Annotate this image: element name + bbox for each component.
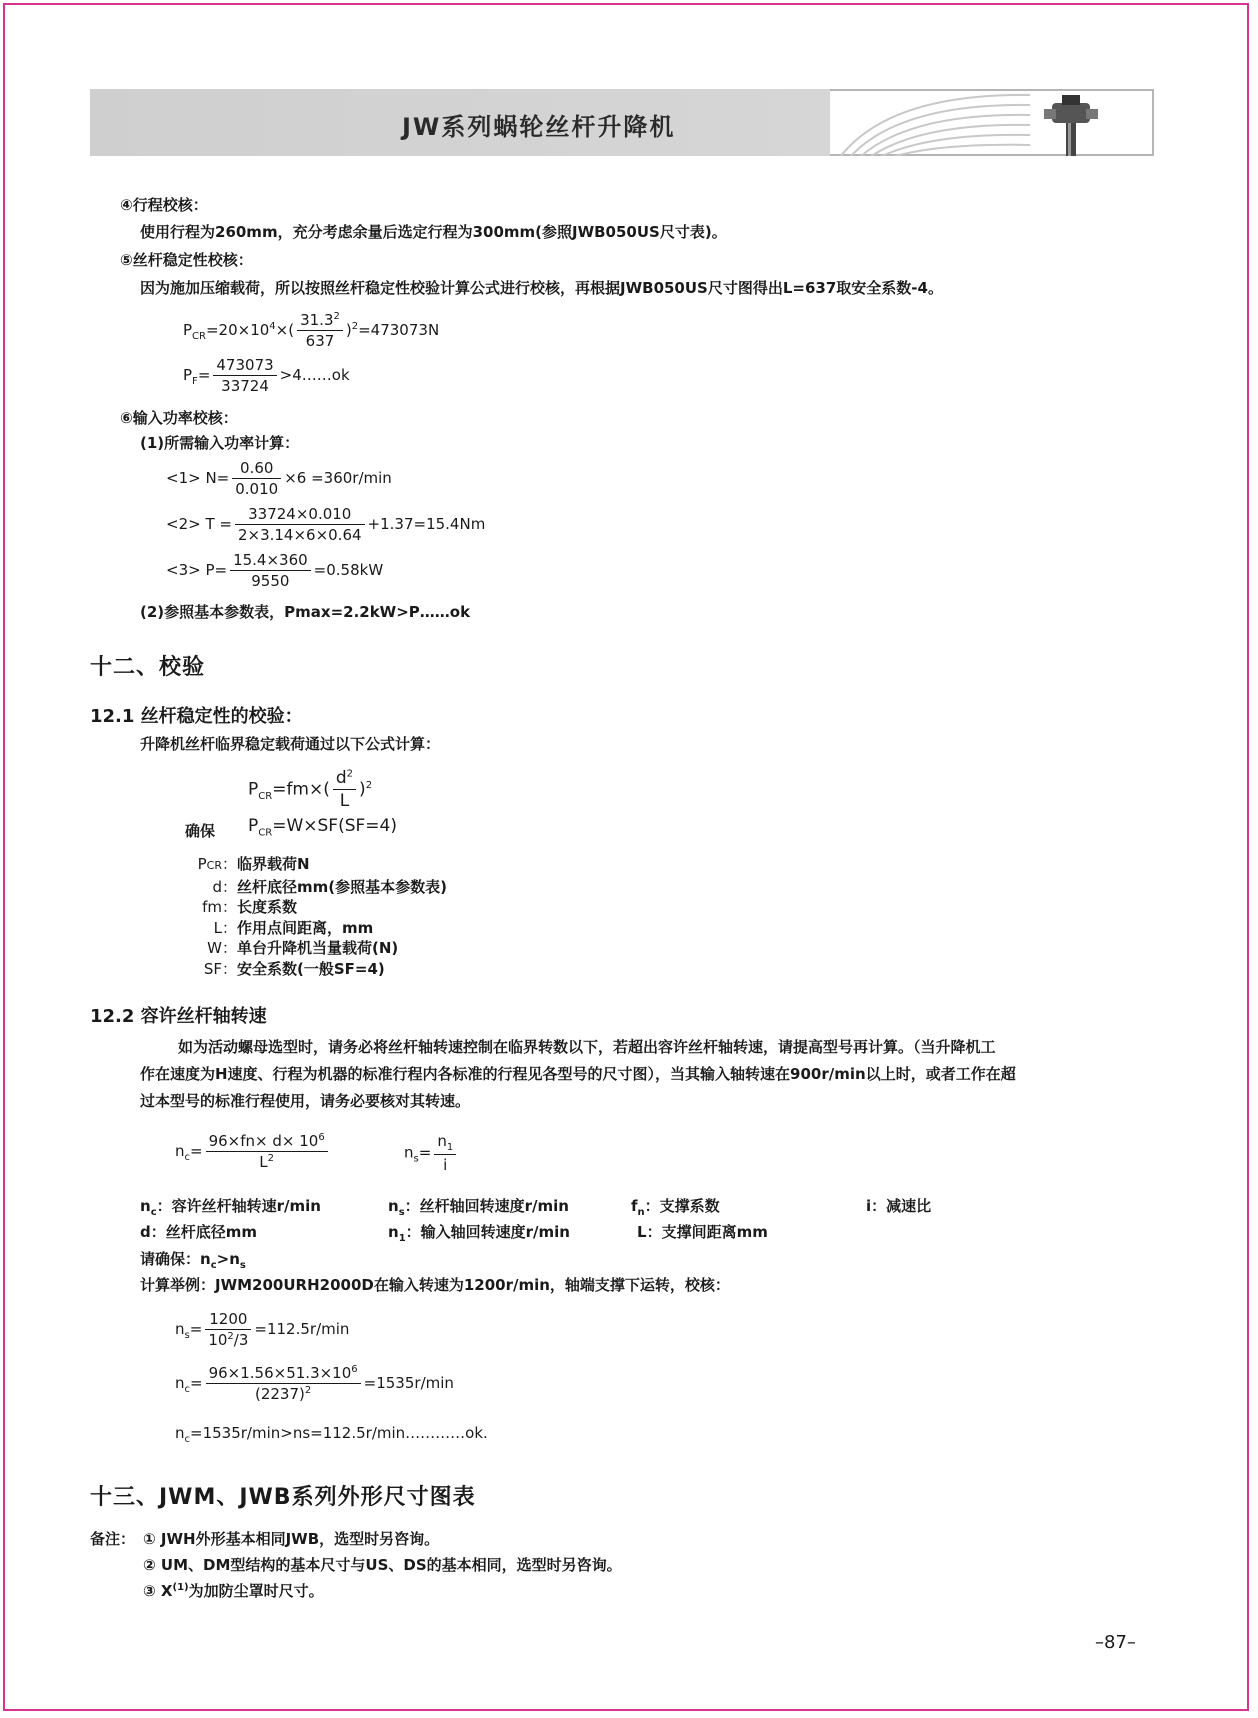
s6-sub1: (1)所需输入功率计算：: [140, 434, 300, 452]
s5-title: ⑤丝杆稳定性校核：: [120, 251, 253, 269]
definition-row: PCR： 临界载荷N: [197, 855, 310, 873]
definition-row: W： 单台升降机当量载荷(N): [207, 939, 399, 957]
pf-fraction: $\frac{473073}{33724}$: [213, 356, 276, 395]
legend-nc: $n_c$：容许丝杆轴转速r/min: [140, 1197, 321, 1218]
ensure-label: 确保: [185, 822, 216, 840]
s6-sub2: (2)参照基本参数表，Pmax=2.2kW>P……ok: [140, 603, 471, 621]
s6-title: ⑥输入功率校核：: [120, 409, 238, 427]
ensure-nc-gt-ns: 请确保：$n_c>n_s$: [140, 1250, 246, 1271]
example-nc-formula: $n_c=$ $\frac{96\times 1.56\times 51.3\times 10^6}{(2237)^2}$ =1535r/min: [175, 1364, 454, 1403]
header-title: JW系列蜗轮丝杆升降机: [402, 113, 676, 141]
s122-para-line3: 过本型号的标准行程使用，请务必要核对其转速。: [140, 1092, 471, 1110]
power-formula-3: <3> P= $\frac{15.4\times 360}{9550}$ =0.58kW: [166, 551, 384, 590]
pf-formula: $P_F=$ $\frac{473073}{33724}$ >4……ok: [183, 356, 350, 395]
section-12-1-title: 12.1 丝杆稳定性的校验：: [90, 706, 303, 727]
legend-d: d：丝杆底径mm: [140, 1223, 258, 1241]
note-1: ① JWH外形基本相同JWB，选型时另咨询。: [143, 1530, 440, 1548]
example-text: 计算举例：JWM200URH2000D在输入转速为1200r/min，轴端支撑下运转，校核：: [140, 1276, 730, 1294]
power-formula-2: <2> T = $\frac{33724\times 0.010}{2\times 3.14\times 6\times 0.64}$ +1.37=15.4Nm: [166, 505, 486, 544]
section-13-title: 十三、JWM、JWB系列外形尺寸图表: [90, 1485, 476, 1510]
definition-row: SF： 安全系数(一般SF=4): [203, 959, 385, 978]
header-band: [90, 89, 1154, 156]
pcr-fraction: $\frac{31.3^2}{637}$: [297, 311, 343, 350]
legend-ns: $n_s$：丝杆轴回转速度r/min: [388, 1197, 569, 1218]
note-2: ② UM、DM型结构的基本尺寸与US、DS的基本相同，选型时另咨询。: [143, 1556, 622, 1574]
section-12-title: 十二、校验: [90, 655, 206, 680]
page-number: –87–: [1095, 1632, 1136, 1653]
screw-jack-icon: [1044, 95, 1098, 156]
header-decoration: [830, 89, 1154, 156]
symbol-definitions: [175, 854, 447, 979]
nc-formula: $n_c=$ $\frac{96\times fn\times d\times 10^6}{L^2}$: [175, 1132, 331, 1171]
definition-row: fm： 长度系数: [202, 898, 298, 916]
s4-text: 使用行程为260mm，充分考虑余量后选定行程为300mm(参照JWB050US尺寸表)。: [140, 223, 727, 241]
legend-fn: $f_n$：支撑系数: [631, 1197, 720, 1218]
section-12-1-text: 升降机丝杆临界稳定载荷通过以下公式计算：: [140, 735, 441, 753]
definition-row: d： 丝杆底径mm(参照基本参数表): [212, 877, 447, 896]
notes-label: 备注：: [90, 1530, 136, 1548]
safety-formula: $P_{CR}=W\times SF(SF=4)$: [248, 816, 397, 839]
definition-row: L： 作用点间距离，mm: [213, 918, 374, 937]
s122-para-line1: 如为活动螺母选型时，请务必将丝杆轴转速控制在临界转数以下，若超出容许丝杆轴转速，请提高型号再计算。（当升降机工: [178, 1038, 996, 1056]
header-arc-decoration: [830, 91, 1154, 156]
s4-title: ④行程校核：: [120, 196, 208, 214]
ns-formula: $n_s=$ $\frac{n_1}{i}$: [404, 1132, 459, 1174]
legend-i: i：减速比: [866, 1197, 932, 1215]
example-ns-formula: $n_s=$ $\frac{1200}{10^2/3}$ =112.5r/min: [175, 1310, 350, 1349]
legend-n1: $n_1$：输入轴回转速度r/min: [388, 1223, 570, 1244]
example-check-line: $n_c=1535r/\min>ns=112.5r/\min\dots\dots\dots\dots ok$.: [175, 1424, 488, 1445]
power-formula-1: <1> N= $\frac{0.60}{0.010}$ ×6 =360r/min: [166, 459, 392, 498]
note-3: ③ $X^{(1)}$为加防尘罩时尺寸。: [143, 1582, 324, 1600]
legend-L: L：支撑间距离mm: [637, 1223, 768, 1241]
critical-load-formula: $P_{CR}=fm\times$( $\frac{d^2}{L}$ )$^2$: [248, 768, 373, 811]
s5-text: 因为施加压缩载荷，所以按照丝杆稳定性校验计算公式进行校核，再根据JWB050US尺寸图得出L=637取安全系数-4。: [140, 279, 943, 297]
section-12-2-title: 12.2 容许丝杆轴转速: [90, 1006, 267, 1027]
s122-para-line2: 作在速度为H速度、行程为机器的标准行程内各标准的行程见各型号的尺寸图），当其输入轴转速在900r/min以上时，或者工作在超: [140, 1065, 1016, 1083]
pcr-formula: $P_{CR}=20\times 10^4\times$( $\frac{31.3^2}{637}$ )$^2$=473073N: [183, 311, 440, 350]
